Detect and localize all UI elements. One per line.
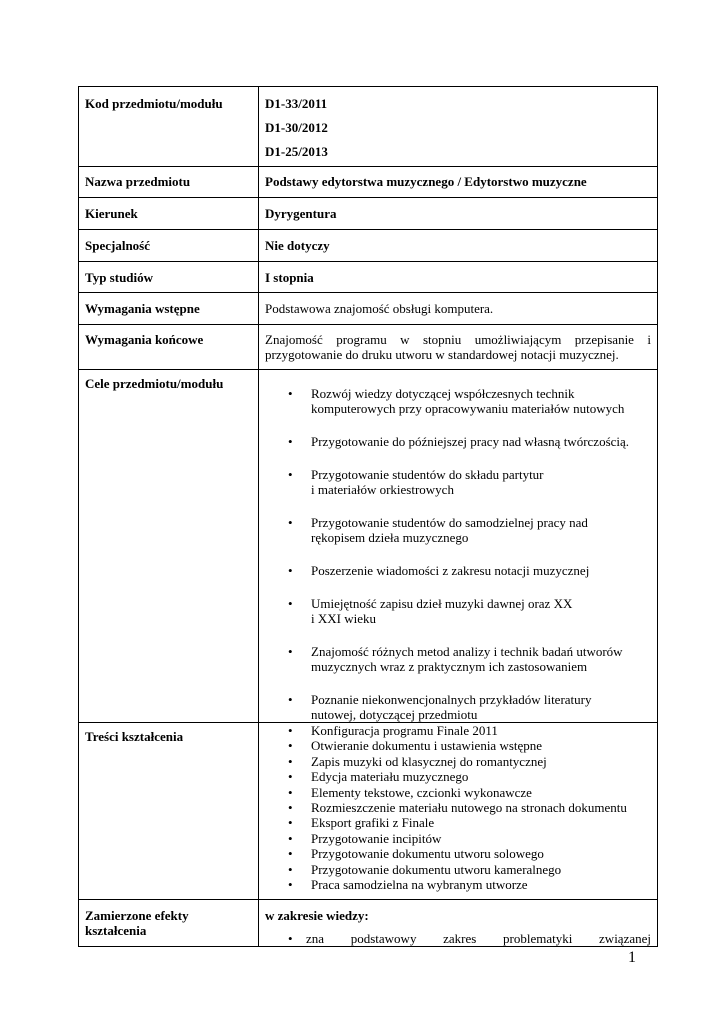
list-item: • Poznanie niekonwencjonalnych przykładów literatury nutowej, dotyczącej przedmiotu — [265, 692, 651, 722]
row-label-efekty: Zamierzone efekty kształcenia — [79, 900, 259, 947]
row-value-kod — [259, 87, 658, 167]
list-item: • Umiejętność zapisu dzieł muzyki dawnej oraz XX i XXI wieku — [265, 596, 651, 626]
table-row — [79, 230, 658, 262]
table-row — [79, 293, 658, 325]
list-item: • Przygotowanie do późniejszej pracy nad własną twórczością. — [265, 434, 651, 449]
row-value-typ: I stopnia — [259, 262, 658, 293]
row-label-kierunek: Kierunek — [79, 198, 259, 230]
row-label-specjalnosc: Specjalność — [79, 230, 259, 262]
list-item: • Poszerzenie wiadomości z zakresu notacji muzycznej — [265, 563, 651, 578]
kod-value: D1-30/2012 — [265, 120, 328, 135]
row-label-kod: Kod przedmiotu/modułu — [79, 87, 259, 167]
row-label-nazwa: Nazwa przedmiotu — [79, 167, 259, 198]
kod-value: D1-25/2013 — [265, 144, 328, 159]
content-list — [265, 723, 651, 892]
row-label-koncowe: Wymagania końcowe — [79, 325, 259, 370]
list-item: • zna podstawowy zakres problematyki związanej — [265, 931, 651, 946]
row-value-koncowe: Znajomość programu w stopniu umożliwiającym przepisanie i przygotowanie do druku utworu w standardowej notacji muzycznej. — [259, 325, 658, 370]
list-item: • Przygotowanie dokumentu utworu kameralnego — [265, 862, 651, 877]
list-item: • Eksport grafiki z Finale — [265, 815, 651, 830]
row-value-specjalnosc: Nie dotyczy — [259, 230, 658, 262]
list-item: • Przygotowanie dokumentu utworu solowego — [265, 846, 651, 861]
row-label-wstepne: Wymagania wstępne — [79, 293, 259, 325]
list-item: • Praca samodzielna na wybranym utworze — [265, 877, 651, 892]
table-row — [79, 370, 658, 723]
list-item: • Przygotowanie studentów do składu partytur i materiałów orkiestrowych — [265, 467, 651, 497]
list-item: • Otwieranie dokumentu i ustawienia wstępne — [265, 738, 651, 753]
list-item: • Zapis muzyki od klasycznej do romantycznej — [265, 754, 651, 769]
list-item: • Konfiguracja programu Finale 2011 — [265, 723, 651, 738]
syllabus-table — [78, 86, 658, 947]
table-row — [79, 167, 658, 198]
row-value-efekty — [259, 900, 658, 947]
table-row — [79, 87, 658, 167]
list-item: • Rozwój wiedzy dotyczącej współczesnych technik komputerowych przy opracowywaniu materiałów nutowych — [265, 386, 651, 416]
table-row — [79, 325, 658, 370]
list-item: • Przygotowanie incipitów — [265, 831, 651, 846]
list-item: • Elementy tekstowe, czcionki wykonawcze — [265, 785, 651, 800]
row-value-kierunek: Dyrygentura — [259, 198, 658, 230]
efekty-list — [265, 931, 651, 946]
table-row — [79, 723, 658, 900]
row-label-cele: Cele przedmiotu/modułu — [79, 370, 259, 723]
table-row — [79, 198, 658, 230]
list-item: • Edycja materiału muzycznego — [265, 769, 651, 784]
row-value-tresci — [259, 723, 658, 900]
list-item: • Rozmieszczenie materiału nutowego na stronach dokumentu — [265, 800, 651, 815]
row-value-nazwa: Podstawy edytorstwa muzycznego / Edytorstwo muzyczne — [259, 167, 658, 198]
list-item: • Przygotowanie studentów do samodzielnej pracy nad rękopisem dzieła muzycznego — [265, 515, 651, 545]
row-value-cele — [259, 370, 658, 723]
goals-list — [265, 386, 651, 722]
list-item: • Znajomość różnych metod analizy i technik badań utworów muzycznych wraz z praktycznym ich zastosowaniem — [265, 644, 651, 674]
table-row — [79, 900, 658, 947]
page-number: 1 — [628, 949, 636, 966]
efekty-heading: w zakresie wiedzy: — [265, 908, 369, 923]
table-row — [79, 262, 658, 293]
row-label-tresci: Treści kształcenia — [79, 723, 259, 900]
kod-value: D1-33/2011 — [265, 96, 328, 111]
row-value-wstepne: Podstawowa znajomość obsługi komputera. — [259, 293, 658, 325]
row-label-typ: Typ studiów — [79, 262, 259, 293]
